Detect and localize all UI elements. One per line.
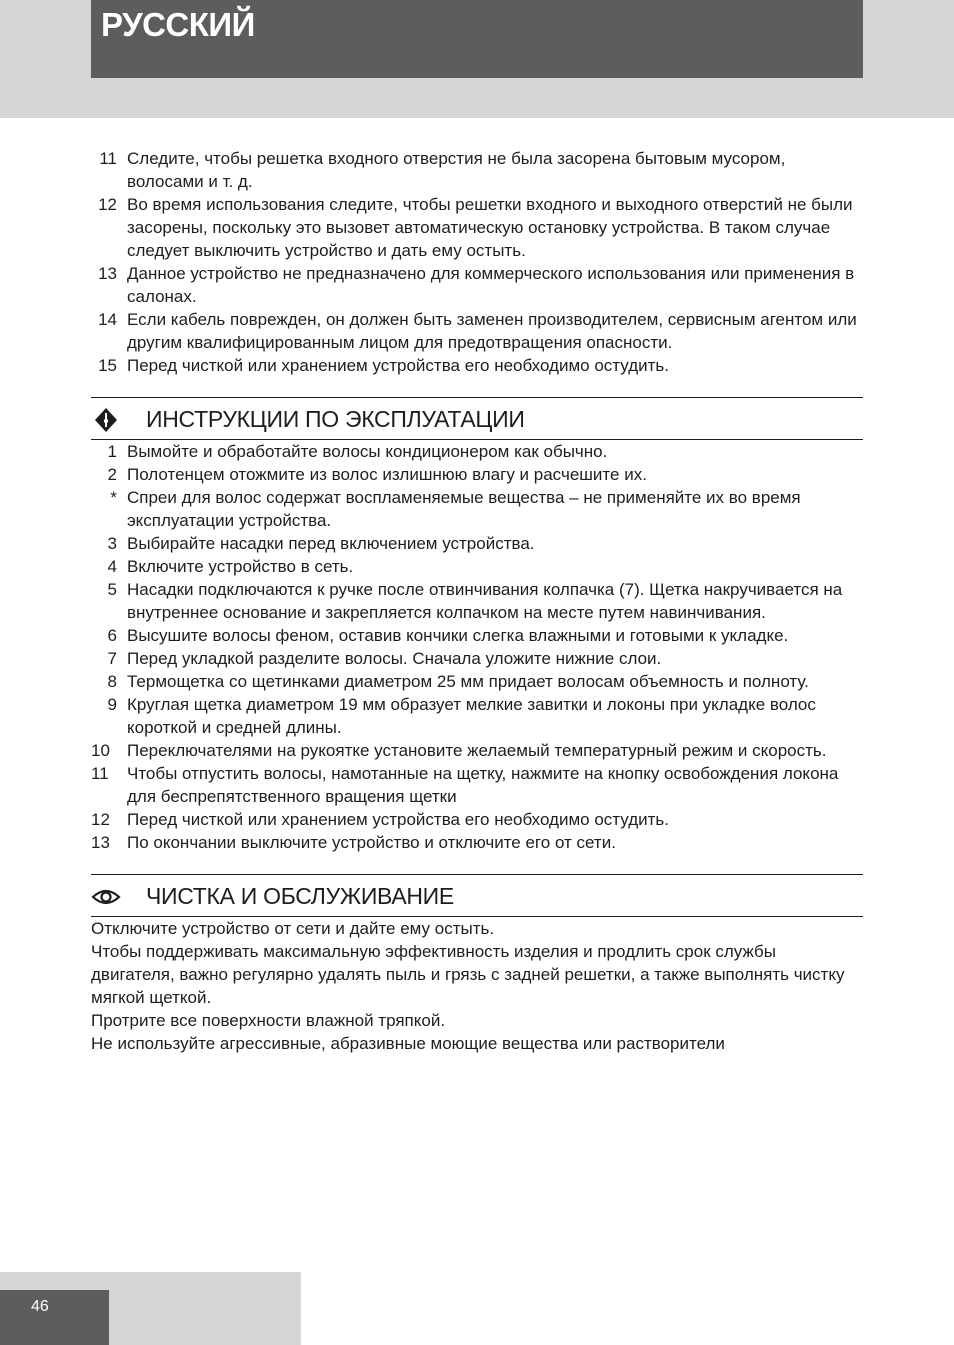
item-text: Высушите волосы феном, оставив кончики слегка влажными и готовыми к укладке. xyxy=(127,626,789,645)
list-item xyxy=(91,440,863,463)
instructions-section-header xyxy=(91,397,863,440)
item-number: 3 xyxy=(107,534,117,553)
paragraph: Не используйте агрессивные, абразивные моющие вещества или растворители xyxy=(91,1034,725,1053)
item-number: 15 xyxy=(98,356,117,375)
language-title: РУССКИЙ xyxy=(101,6,255,43)
page-content xyxy=(91,147,863,1055)
item-number: 6 xyxy=(107,626,117,645)
list-item xyxy=(91,578,863,624)
list-item xyxy=(91,670,863,693)
item-text: Перед чисткой или хранением устройства его необходимо остудить. xyxy=(127,810,669,829)
item-number: 10 xyxy=(91,741,110,760)
safety-list xyxy=(91,147,863,377)
list-item xyxy=(91,308,863,354)
item-number: 2 xyxy=(107,465,117,484)
item-text: Перед чисткой или хранением устройства его необходимо остудить. xyxy=(127,356,669,375)
section-title: ЧИСТКА И ОБСЛУЖИВАНИЕ xyxy=(146,883,454,909)
list-item xyxy=(91,762,863,808)
list-item xyxy=(91,463,863,486)
item-text: Переключателями на рукоятке установите желаемый температурный режим и скорость. xyxy=(127,741,827,760)
list-item xyxy=(91,486,863,532)
pen-nib-icon xyxy=(91,408,121,432)
item-number: 13 xyxy=(98,264,117,283)
item-text: Выбирайте насадки перед включением устройства. xyxy=(127,534,535,553)
list-item xyxy=(91,193,863,262)
item-text: Перед укладкой разделите волосы. Сначала уложите нижние слои. xyxy=(127,649,662,668)
item-number: 1 xyxy=(107,442,117,461)
list-item xyxy=(91,739,863,762)
item-number: 5 xyxy=(107,580,117,599)
item-text: Включите устройство в сеть. xyxy=(127,557,354,576)
page-number-box xyxy=(0,1290,109,1345)
list-item xyxy=(91,693,863,739)
item-text: Чтобы отпустить волосы, намотанные на щетку, нажмите на кнопку освобождения локона для беспрепятственного вращения щетки xyxy=(127,764,839,806)
item-text: Полотенцем отожмите из волос излишнюю влагу и расчешите их. xyxy=(127,465,647,484)
item-text: Термощетка со щетинками диаметром 25 мм придает волосам объемность и полноту. xyxy=(127,672,809,691)
list-item xyxy=(91,647,863,670)
item-number: * xyxy=(110,488,117,507)
list-item xyxy=(91,831,863,854)
item-text: Если кабель поврежден, он должен быть заменен производителем, сервисным агентом или другим квалифицированным лицом для предотвращения опасности. xyxy=(127,310,857,352)
list-item xyxy=(91,262,863,308)
item-number: 9 xyxy=(107,695,117,714)
cleaning-text xyxy=(91,917,863,1055)
paragraph: Отключите устройство от сети и дайте ему остыть. xyxy=(91,919,495,938)
item-text: Данное устройство не предназначено для коммерческого использования или применения в салонах. xyxy=(127,264,855,306)
item-number: 11 xyxy=(99,149,117,168)
list-item xyxy=(91,354,863,377)
item-number: 14 xyxy=(98,310,117,329)
item-number: 8 xyxy=(107,672,117,691)
list-item xyxy=(91,532,863,555)
item-number: 4 xyxy=(107,557,117,576)
page-number: 46 xyxy=(31,1298,49,1315)
item-text: По окончании выключите устройство и отключите его от сети. xyxy=(127,833,616,852)
item-number: 11 xyxy=(91,764,109,783)
item-text: Насадки подключаются к ручке после отвинчивания колпачка (7). Щетка накручивается на внутреннее основание и закрепляется колпачком на месте путем навинчивания. xyxy=(127,580,843,622)
cleaning-section-header xyxy=(91,874,863,917)
item-number: 13 xyxy=(91,833,110,852)
list-item xyxy=(91,624,863,647)
instructions-list xyxy=(91,440,863,854)
list-item xyxy=(91,147,863,193)
item-text: Следите, чтобы решетка входного отверстия не была засорена бытовым мусором, волосами и т. д. xyxy=(127,149,786,191)
item-number: 12 xyxy=(91,810,110,829)
item-number: 7 xyxy=(107,649,117,668)
item-number: 12 xyxy=(98,195,117,214)
list-item xyxy=(91,808,863,831)
item-text: Вымойте и обработайте волосы кондиционером как обычно. xyxy=(127,442,608,461)
language-header xyxy=(91,0,863,78)
section-title: ИНСТРУКЦИИ ПО ЭКСПЛУАТАЦИИ xyxy=(146,406,525,432)
paragraph: Чтобы поддерживать максимальную эффективность изделия и продлить срок службы двигателя, важно регулярно удалять пыль и грязь с задней решетки, а также выполнять чистку мягкой щеткой. xyxy=(91,942,845,1007)
list-item xyxy=(91,555,863,578)
item-text: Круглая щетка диаметром 19 мм образует мелкие завитки и локоны при укладке волос короткой и средней длины. xyxy=(127,695,816,737)
eye-icon xyxy=(91,885,121,909)
paragraph: Протрите все поверхности влажной тряпкой. xyxy=(91,1011,446,1030)
item-text: Спреи для волос содержат воспламеняемые вещества – не применяйте их во время эксплуатации устройства. xyxy=(127,488,801,530)
item-text: Во время использования следите, чтобы решетки входного и выходного отверстий не были засорены, поскольку это вызовет автоматическую остановку устройства. В таком случае следует выключить устройство и дать ему остыть. xyxy=(127,195,853,260)
